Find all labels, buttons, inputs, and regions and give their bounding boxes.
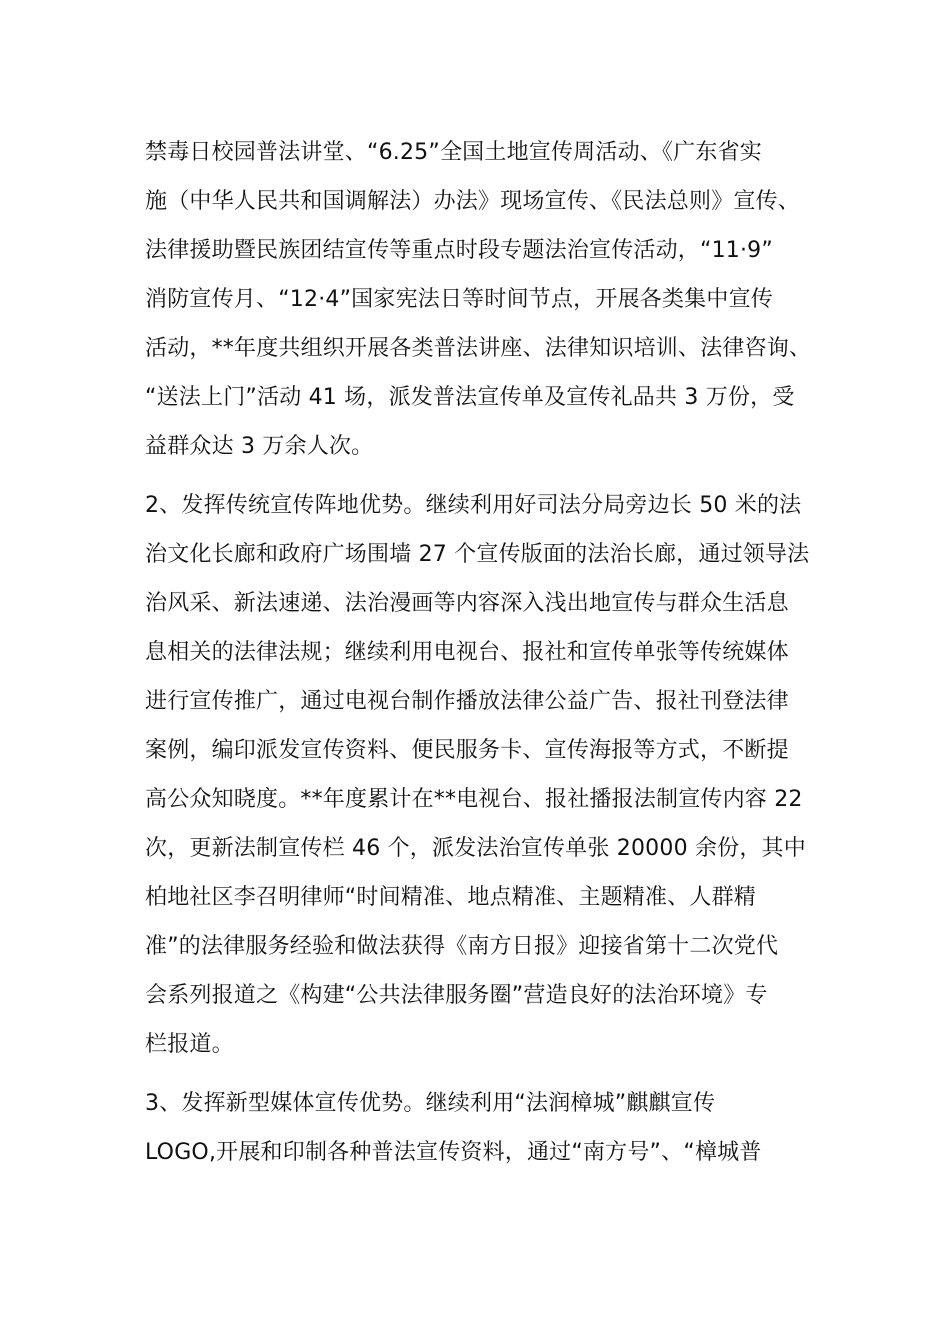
text-line: 次，更新法制宣传栏 46 个，派发法治宣传单张 20000 余份，其中 bbox=[145, 836, 806, 861]
text-line: “送法上门”活动 41 场，派发普法宣传单及宣传礼品共 3 万份，受 bbox=[145, 385, 795, 410]
text-line: 益群众达 3 万余人次。 bbox=[145, 434, 374, 459]
text-line: 3、发挥新型媒体宣传优势。继续利用“法润樟城”麒麒宣传 bbox=[145, 1091, 716, 1116]
text-line: 会系列报道之《构建“公共法律服务圈”营造良好的法治环境》专 bbox=[145, 983, 768, 1008]
text-line: LOGO,开展和印制各种普法宣传资料，通过“南方号”、“樟城普 bbox=[145, 1140, 762, 1165]
text-line: 治风采、新法速递、法治漫画等内容深入浅出地宣传与群众生活息 bbox=[145, 591, 789, 616]
text-line: 消防宣传月、“12·4”国家宪法日等时间节点，开展各类集中宣传 bbox=[145, 287, 773, 312]
text-line: 施（中华人民共和国调解法）办法》现场宣传、《民法总则》宣传、 bbox=[145, 189, 801, 214]
text-line: 禁毒日校园普法讲堂、“6.25”全国土地宣传周活动、《广东省实 bbox=[145, 140, 762, 165]
text-line: 进行宣传推广，通过电视台制作播放法律公益广告、报社刊登法律 bbox=[145, 689, 789, 714]
text-line: 活动，**年度共组织开展各类普法讲座、法律知识培训、法律咨询、 bbox=[145, 336, 812, 361]
text-line: 案例，编印派发宣传资料、便民服务卡、宣传海报等方式，不断提 bbox=[145, 738, 789, 763]
text-line: 高公众知晓度。**年度累计在**电视台、报社播报法制宣传内容 22 bbox=[145, 787, 803, 812]
text-line: 治文化长廊和政府广场围墙 27 个宣传版面的法治长廊，通过领导法 bbox=[145, 542, 810, 567]
text-line: 2、发挥传统宣传阵地优势。继续利用好司法分局旁边长 50 米的法 bbox=[145, 493, 802, 518]
text-line: 法律援助暨民族团结宣传等重点时段专题法治宣传活动，“11·9” bbox=[145, 238, 773, 263]
text-line: 栏报道。 bbox=[145, 1032, 234, 1057]
text-line: 柏地社区李召明律师“时间精准、地点精准、主题精准、人群精 bbox=[145, 885, 756, 910]
text-line: 息相关的法律法规；继续利用电视台、报社和宣传单张等传统媒体 bbox=[145, 640, 789, 665]
text-line: 准”的法律服务经验和做法获得《南方日报》迎接省第十二次党代 bbox=[145, 934, 779, 959]
